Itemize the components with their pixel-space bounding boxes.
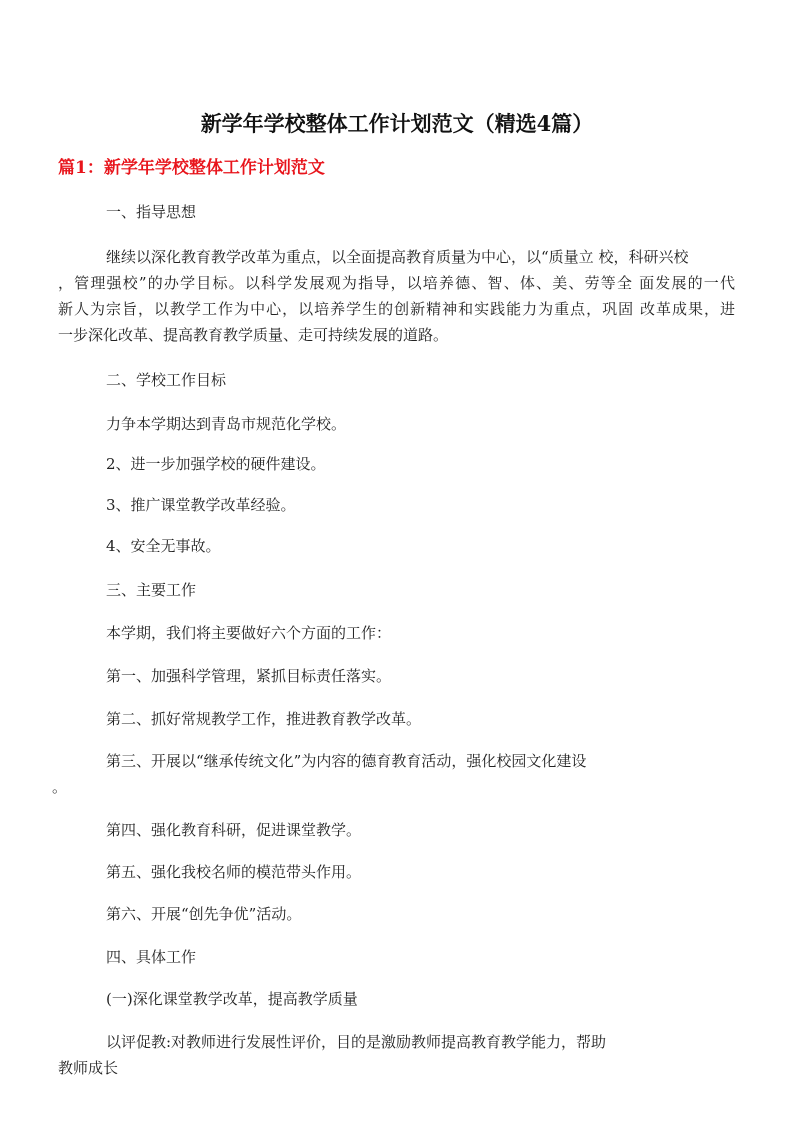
- paragraph-line: 继续以深化教育教学改革为重点，以全面提高教育质量为中心，以“质量立 校，科研兴校: [106, 248, 689, 266]
- document-title: 新学年学校整体工作计划范文（精选4篇）: [200, 111, 594, 136]
- heading-specific-work: 四、具体工作: [106, 948, 197, 966]
- section-heading: 篇1：新学年学校整体工作计划范文: [58, 158, 325, 178]
- main-item: 第五、强化我校名师的模范带头作用。: [106, 863, 362, 881]
- goal-item: 3、推广课堂教学改革经验。: [106, 496, 296, 514]
- main-item: 第二、抓好常规教学工作，推进教育教学改革。: [106, 710, 422, 728]
- paragraph-line: 教师成长: [58, 1059, 119, 1077]
- main-item: 第六、开展“创先争优”活动。: [106, 905, 302, 923]
- paragraph-line: 以评促教:对教师进行发展性评价，目的是激励教师提高教育教学能力，帮助: [106, 1033, 607, 1051]
- goal-item: 2、进一步加强学校的硬件建设。: [106, 455, 326, 473]
- goal-item: 力争本学期达到青岛市规范化学校。: [106, 415, 347, 433]
- main-item: 第四、强化教育科研，促进课堂教学。: [106, 821, 362, 839]
- main-item-continuation: 。: [52, 778, 68, 796]
- paragraph-line: 新人为宗旨，以教学工作为中心，以培养学生的创新精神和实践能力为重点，巩固 改革成果，进: [58, 300, 735, 318]
- goal-item: 4、安全无事故。: [106, 537, 221, 555]
- main-item: 第三、开展以“继承传统文化”为内容的德育教育活动，强化校园文化建设: [106, 752, 587, 770]
- heading-main-work: 三、主要工作: [106, 581, 197, 599]
- main-intro: 本学期，我们将主要做好六个方面的工作：: [106, 624, 392, 642]
- subheading: (一)深化课堂教学改革，提高教学质量: [106, 990, 358, 1008]
- paragraph-line: 一步深化改革、提高教育教学质量、走可持续发展的道路。: [58, 326, 449, 344]
- heading-guiding: 一、指导思想: [106, 203, 197, 221]
- main-item: 第一、加强科学管理，紧抓目标责任落实。: [106, 667, 392, 685]
- heading-goals: 二、学校工作目标: [106, 371, 227, 389]
- paragraph-line: ，管理强校”的办学目标。以科学发展观为指导，以培养德、智、体、美、劳等全 面发展的一代: [58, 274, 735, 292]
